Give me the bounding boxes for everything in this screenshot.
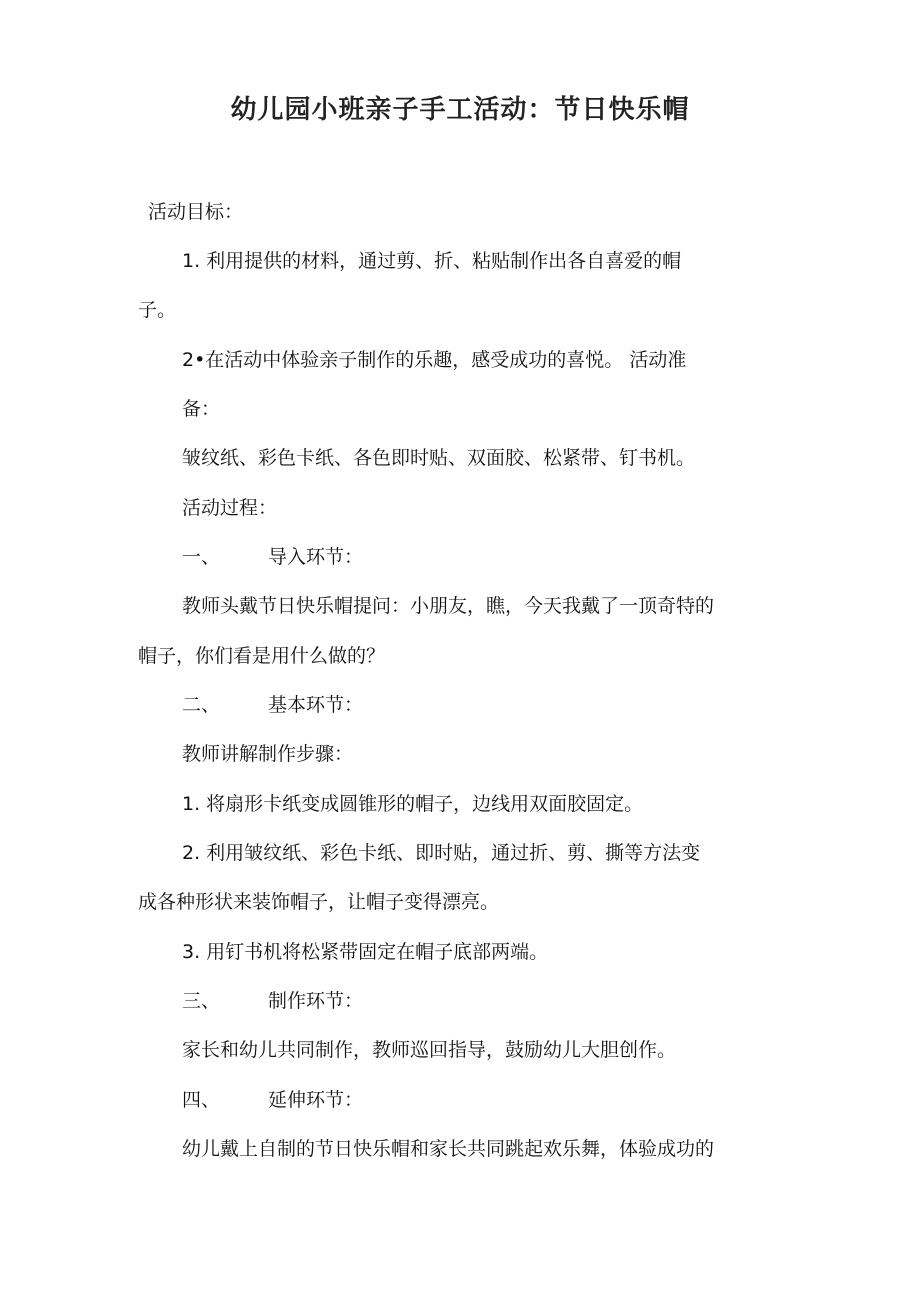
section-title: 制作环节： — [268, 990, 364, 1012]
paragraph-line: 皱纹纸、彩色卡纸、各色即时贴、双面胶、松紧带、钉书机。 — [182, 447, 696, 469]
section-number: 四、 — [182, 1089, 221, 1111]
section-title: 延伸环节： — [268, 1089, 364, 1111]
document-title: 幼儿园小班亲子手工活动：节日快乐帽 — [230, 95, 690, 125]
section-heading — [182, 987, 363, 1015]
paragraph-line: 活动目标： — [148, 201, 244, 223]
paragraph-line: 幼儿戴上自制的节日快乐帽和家长共同跳起欢乐舞，体验成功的 — [182, 1138, 715, 1160]
paragraph-line: 3. 用钉书机将松紧带固定在帽子底部两端。 — [182, 941, 549, 963]
paragraph-line: 1. 将扇形卡纸变成圆锥形的帽子，边线用双面胶固定。 — [182, 793, 644, 815]
section-heading — [182, 691, 363, 719]
section-heading — [182, 543, 363, 571]
paragraph-line: 子。 — [138, 299, 177, 321]
paragraph-line: 成各种形状来装饰帽子，让帽子变得漂亮。 — [138, 891, 500, 913]
section-number: 三、 — [182, 990, 221, 1012]
paragraph-line: 教师讲解制作步骤： — [182, 743, 354, 765]
paragraph-line: 活动过程： — [182, 497, 278, 519]
paragraph-line: 帽子，你们看是用什么做的？ — [138, 645, 386, 667]
section-heading — [182, 1086, 363, 1114]
section-number: 二、 — [182, 694, 221, 716]
paragraph-line: 2. 利用皱纹纸、彩色卡纸、即时贴，通过折、剪、撕等方法变 — [182, 842, 701, 864]
paragraph-line: 备： — [182, 398, 221, 420]
section-title: 导入环节： — [268, 546, 364, 568]
section-number: 一、 — [182, 546, 221, 568]
section-title: 基本环节： — [268, 694, 364, 716]
paragraph-line: 1. 利用提供的材料，通过剪、折、粘贴制作出各自喜爱的帽 — [182, 250, 682, 272]
paragraph-line: 教师头戴节日快乐帽提问：小朋友，瞧，今天我戴了一顶奇特的 — [182, 595, 715, 617]
paragraph-line: 2•在活动中体验亲子制作的乐趣，感受成功的喜悦。 活动准 — [182, 349, 687, 371]
paragraph-line: 家长和幼儿共同制作，教师巡回指导，鼓励幼儿大胆创作。 — [182, 1039, 677, 1061]
